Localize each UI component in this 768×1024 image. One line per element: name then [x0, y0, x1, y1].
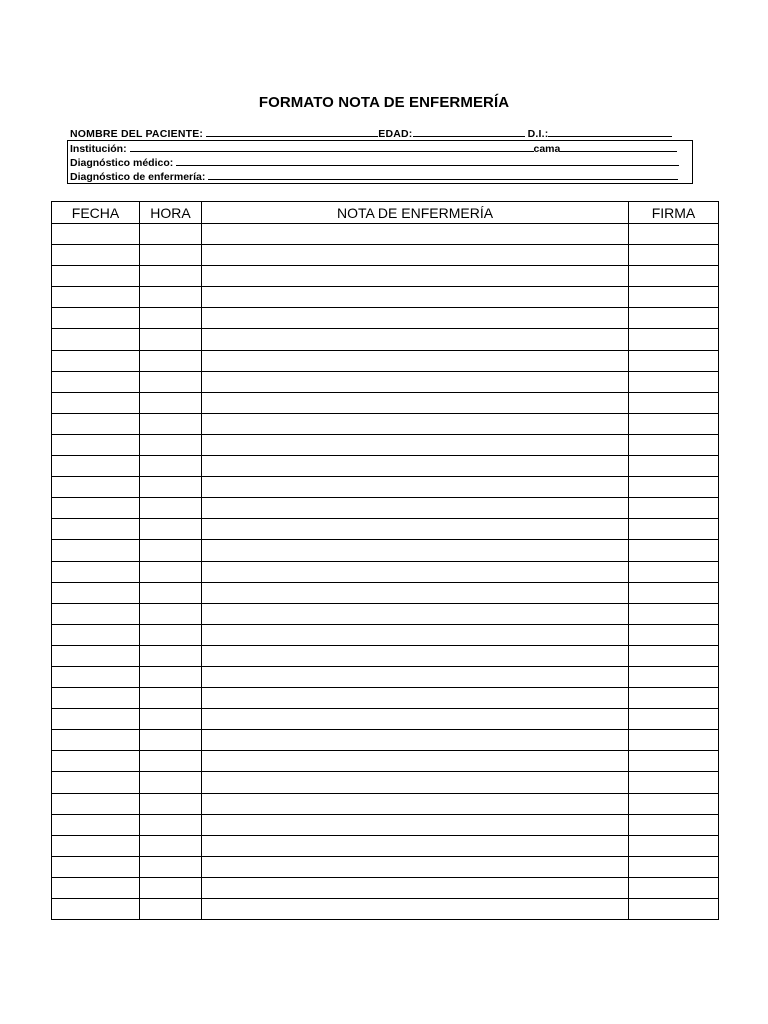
time-cell[interactable]	[140, 561, 202, 582]
signature-cell[interactable]	[629, 561, 719, 582]
date-cell[interactable]	[52, 498, 140, 519]
note-cell[interactable]	[202, 624, 629, 645]
note-cell[interactable]	[202, 856, 629, 877]
time-cell[interactable]	[140, 224, 202, 245]
time-cell[interactable]	[140, 688, 202, 709]
table-row	[52, 413, 719, 434]
table-body	[52, 224, 719, 920]
signature-cell[interactable]	[629, 624, 719, 645]
date-cell[interactable]	[52, 624, 140, 645]
table-row	[52, 603, 719, 624]
date-cell[interactable]	[52, 519, 140, 540]
signature-cell[interactable]	[629, 266, 719, 287]
table-row	[52, 561, 719, 582]
signature-cell[interactable]	[629, 793, 719, 814]
signature-cell[interactable]	[629, 498, 719, 519]
time-cell[interactable]	[140, 498, 202, 519]
patient-name-field[interactable]	[206, 126, 378, 137]
note-cell[interactable]	[202, 498, 629, 519]
nursing-notes-table	[51, 201, 719, 920]
nursing-diagnosis-label: Diagnóstico de enfermería:	[70, 171, 206, 183]
signature-cell[interactable]	[629, 877, 719, 898]
note-cell[interactable]	[202, 899, 629, 920]
time-cell[interactable]	[140, 456, 202, 477]
time-cell[interactable]	[140, 329, 202, 350]
date-cell[interactable]	[52, 877, 140, 898]
signature-cell[interactable]	[629, 645, 719, 666]
table-row	[52, 308, 719, 329]
date-cell[interactable]	[52, 561, 140, 582]
table-header-row	[52, 202, 719, 224]
signature-cell[interactable]	[629, 519, 719, 540]
note-cell[interactable]	[202, 772, 629, 793]
note-cell[interactable]	[202, 287, 629, 308]
date-cell[interactable]	[52, 856, 140, 877]
time-cell[interactable]	[140, 519, 202, 540]
date-cell[interactable]	[52, 688, 140, 709]
signature-cell[interactable]	[629, 899, 719, 920]
note-cell[interactable]	[202, 793, 629, 814]
date-cell[interactable]	[52, 540, 140, 561]
date-cell[interactable]	[52, 392, 140, 413]
signature-cell[interactable]	[629, 751, 719, 772]
table-row	[52, 392, 719, 413]
signature-cell[interactable]	[629, 603, 719, 624]
date-cell[interactable]	[52, 329, 140, 350]
time-cell[interactable]	[140, 413, 202, 434]
note-cell[interactable]	[202, 603, 629, 624]
column-header-date: FECHA	[52, 202, 140, 224]
date-cell[interactable]	[52, 413, 140, 434]
note-cell[interactable]	[202, 308, 629, 329]
table-row	[52, 477, 719, 498]
time-cell[interactable]	[140, 434, 202, 455]
time-cell[interactable]	[140, 751, 202, 772]
note-cell[interactable]	[202, 434, 629, 455]
signature-cell[interactable]	[629, 730, 719, 751]
note-cell[interactable]	[202, 561, 629, 582]
age-field[interactable]	[413, 126, 525, 137]
time-cell[interactable]	[140, 814, 202, 835]
date-cell[interactable]	[52, 224, 140, 245]
time-cell[interactable]	[140, 350, 202, 371]
note-cell[interactable]	[202, 392, 629, 413]
note-cell[interactable]	[202, 751, 629, 772]
table-row	[52, 709, 719, 730]
institution-field[interactable]	[130, 141, 534, 152]
note-cell[interactable]	[202, 582, 629, 603]
table-row	[52, 224, 719, 245]
date-cell[interactable]	[52, 456, 140, 477]
table-row	[52, 350, 719, 371]
signature-cell[interactable]	[629, 224, 719, 245]
signature-cell[interactable]	[629, 582, 719, 603]
signature-cell[interactable]	[629, 392, 719, 413]
note-cell[interactable]	[202, 645, 629, 666]
date-cell[interactable]	[52, 266, 140, 287]
time-cell[interactable]	[140, 666, 202, 687]
date-cell[interactable]	[52, 793, 140, 814]
note-cell[interactable]	[202, 666, 629, 687]
table-row	[52, 371, 719, 392]
note-cell[interactable]	[202, 730, 629, 751]
time-cell[interactable]	[140, 582, 202, 603]
table-row	[52, 835, 719, 856]
time-cell[interactable]	[140, 899, 202, 920]
date-cell[interactable]	[52, 835, 140, 856]
time-cell[interactable]	[140, 624, 202, 645]
table-row	[52, 772, 719, 793]
table-row	[52, 751, 719, 772]
date-cell[interactable]	[52, 899, 140, 920]
note-cell[interactable]	[202, 350, 629, 371]
time-cell[interactable]	[140, 772, 202, 793]
signature-cell[interactable]	[629, 477, 719, 498]
time-cell[interactable]	[140, 793, 202, 814]
column-header-note: NOTA DE ENFERMERÍA	[202, 202, 629, 224]
date-cell[interactable]	[52, 287, 140, 308]
table-row	[52, 624, 719, 645]
date-cell[interactable]	[52, 603, 140, 624]
date-cell[interactable]	[52, 308, 140, 329]
date-cell[interactable]	[52, 666, 140, 687]
note-cell[interactable]	[202, 413, 629, 434]
table-row	[52, 540, 719, 561]
date-cell[interactable]	[52, 245, 140, 266]
time-cell[interactable]	[140, 835, 202, 856]
time-cell[interactable]	[140, 603, 202, 624]
date-cell[interactable]	[52, 751, 140, 772]
time-cell[interactable]	[140, 245, 202, 266]
time-cell[interactable]	[140, 856, 202, 877]
table-row	[52, 666, 719, 687]
nursing-diagnosis-line	[70, 169, 678, 184]
note-cell[interactable]	[202, 224, 629, 245]
signature-cell[interactable]	[629, 709, 719, 730]
note-cell[interactable]	[202, 877, 629, 898]
note-cell[interactable]	[202, 329, 629, 350]
table-row	[52, 582, 719, 603]
note-cell[interactable]	[202, 477, 629, 498]
signature-cell[interactable]	[629, 308, 719, 329]
time-cell[interactable]	[140, 730, 202, 751]
id-label: D.I.:	[527, 128, 549, 140]
table-row	[52, 287, 719, 308]
table-row	[52, 434, 719, 455]
date-cell[interactable]	[52, 477, 140, 498]
time-cell[interactable]	[140, 645, 202, 666]
note-cell[interactable]	[202, 709, 629, 730]
time-cell[interactable]	[140, 392, 202, 413]
table-row	[52, 730, 719, 751]
time-cell[interactable]	[140, 266, 202, 287]
patient-info-box	[67, 140, 693, 184]
signature-cell[interactable]	[629, 540, 719, 561]
signature-cell[interactable]	[629, 350, 719, 371]
time-cell[interactable]	[140, 540, 202, 561]
note-cell[interactable]	[202, 266, 629, 287]
note-cell[interactable]	[202, 519, 629, 540]
document-title: FORMATO NOTA DE ENFERMERÍA	[258, 94, 510, 111]
date-cell[interactable]	[52, 645, 140, 666]
time-cell[interactable]	[140, 477, 202, 498]
table-row	[52, 877, 719, 898]
date-cell[interactable]	[52, 582, 140, 603]
table-row	[52, 645, 719, 666]
note-cell[interactable]	[202, 456, 629, 477]
patient-header-line	[70, 126, 672, 140]
id-field[interactable]	[548, 126, 672, 137]
time-cell[interactable]	[140, 371, 202, 392]
table-row	[52, 793, 719, 814]
table-row	[52, 899, 719, 920]
date-cell[interactable]	[52, 814, 140, 835]
bed-field[interactable]	[560, 141, 677, 152]
signature-cell[interactable]	[629, 835, 719, 856]
table-row	[52, 266, 719, 287]
date-cell[interactable]	[52, 434, 140, 455]
table-row	[52, 456, 719, 477]
signature-cell[interactable]	[629, 245, 719, 266]
age-label: EDAD:	[378, 128, 413, 140]
signature-cell[interactable]	[629, 287, 719, 308]
bed-label: cama	[533, 143, 561, 155]
signature-cell[interactable]	[629, 772, 719, 793]
signature-cell[interactable]	[629, 371, 719, 392]
patient-name-label: NOMBRE DEL PACIENTE:	[70, 128, 204, 140]
note-cell[interactable]	[202, 814, 629, 835]
table-row	[52, 519, 719, 540]
signature-cell[interactable]	[629, 688, 719, 709]
date-cell[interactable]	[52, 350, 140, 371]
table-row	[52, 329, 719, 350]
institution-label: Institución:	[70, 143, 127, 155]
signature-cell[interactable]	[629, 814, 719, 835]
nursing-diagnosis-field[interactable]	[208, 169, 678, 180]
medical-diagnosis-line	[70, 155, 679, 170]
signature-cell[interactable]	[629, 413, 719, 434]
signature-cell[interactable]	[629, 856, 719, 877]
date-cell[interactable]	[52, 709, 140, 730]
column-header-signature: FIRMA	[629, 202, 719, 224]
signature-cell[interactable]	[629, 434, 719, 455]
note-cell[interactable]	[202, 688, 629, 709]
date-cell[interactable]	[52, 772, 140, 793]
note-cell[interactable]	[202, 245, 629, 266]
date-cell[interactable]	[52, 371, 140, 392]
column-header-time: HORA	[140, 202, 202, 224]
note-cell[interactable]	[202, 371, 629, 392]
table-row	[52, 814, 719, 835]
date-cell[interactable]	[52, 730, 140, 751]
table-row	[52, 688, 719, 709]
time-cell[interactable]	[140, 709, 202, 730]
time-cell[interactable]	[140, 308, 202, 329]
time-cell[interactable]	[140, 287, 202, 308]
institution-line	[70, 141, 677, 156]
time-cell[interactable]	[140, 877, 202, 898]
table-row	[52, 856, 719, 877]
medical-diagnosis-label: Diagnóstico médico:	[70, 157, 174, 169]
table-row	[52, 245, 719, 266]
note-cell[interactable]	[202, 835, 629, 856]
signature-cell[interactable]	[629, 329, 719, 350]
table-row	[52, 498, 719, 519]
signature-cell[interactable]	[629, 456, 719, 477]
medical-diagnosis-field[interactable]	[176, 155, 679, 166]
signature-cell[interactable]	[629, 666, 719, 687]
note-cell[interactable]	[202, 540, 629, 561]
